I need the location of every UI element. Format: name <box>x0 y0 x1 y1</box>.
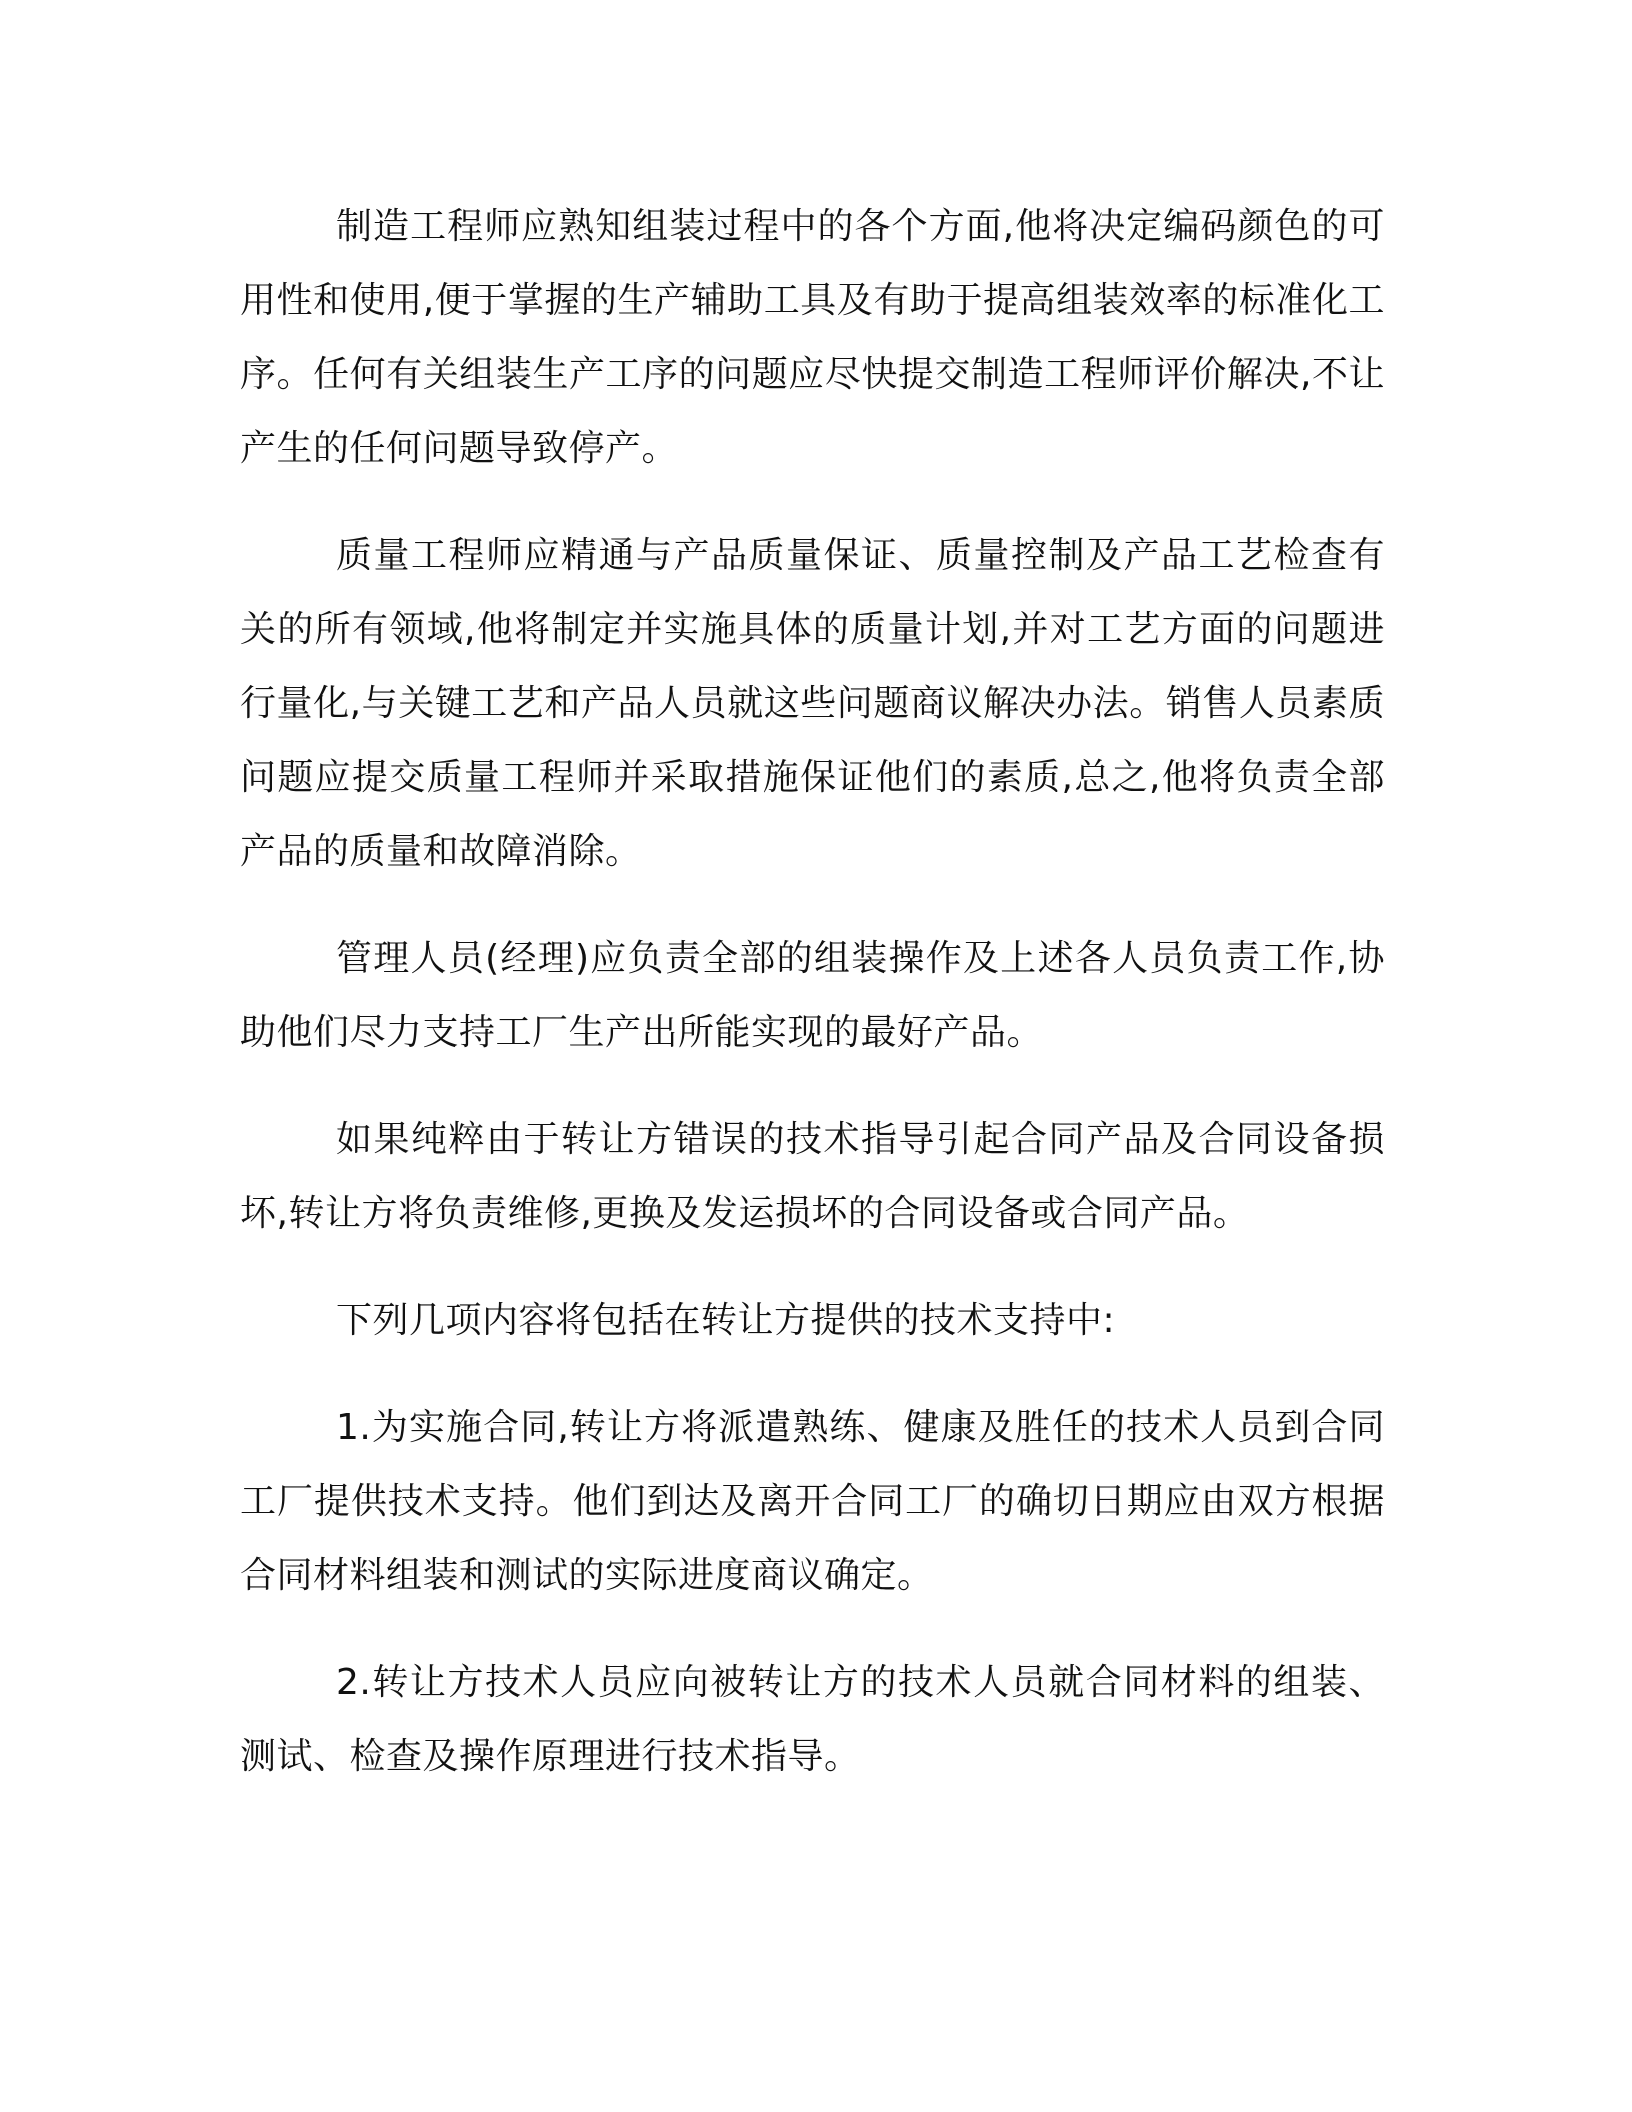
document-body <box>240 190 1385 1827</box>
paragraph-manager: 管理人员(经理)应负责全部的组装操作及上述各人员负责工作,协助他们尽力支持工厂生产出所能实现的最好产品。 <box>240 938 1385 1053</box>
paragraph-item-1: 1.为实施合同,转让方将派遣熟练、健康及胜任的技术人员到合同工厂提供技术支持。他们到达及离开合同工厂的确切日期应由双方根据合同材料组装和测试的实际进度商议确定。 <box>240 1407 1385 1596</box>
paragraph-quality-engineer: 质量工程师应精通与产品质量保证、质量控制及产品工艺检查有关的所有领域,他将制定并实施具体的质量计划,并对工艺方面的问题进行量化,与关键工艺和产品人员就这些问题商议解决办法。销售人员素质问题应提交质量工程师并采取措施保证他们的素质,总之,他将负责全部产品的质量和故障消除。 <box>240 535 1385 872</box>
paragraph-damage-liability: 如果纯粹由于转让方错误的技术指导引起合同产品及合同设备损坏,转让方将负责维修,更换及发运损坏的合同设备或合同产品。 <box>240 1119 1385 1234</box>
paragraph-support-intro: 下列几项内容将包括在转让方提供的技术支持中: <box>336 1300 1116 1341</box>
paragraph-item-2: 2.转让方技术人员应向被转让方的技术人员就合同材料的组装、测试、检查及操作原理进行技术指导。 <box>240 1662 1385 1777</box>
paragraph-manufacturing-engineer: 制造工程师应熟知组装过程中的各个方面,他将决定编码颜色的可用性和使用,便于掌握的生产辅助工具及有助于提高组装效率的标准化工序。任何有关组装生产工序的问题应尽快提交制造工程师评价解决,不让产生的任何问题导致停产。 <box>240 206 1385 469</box>
